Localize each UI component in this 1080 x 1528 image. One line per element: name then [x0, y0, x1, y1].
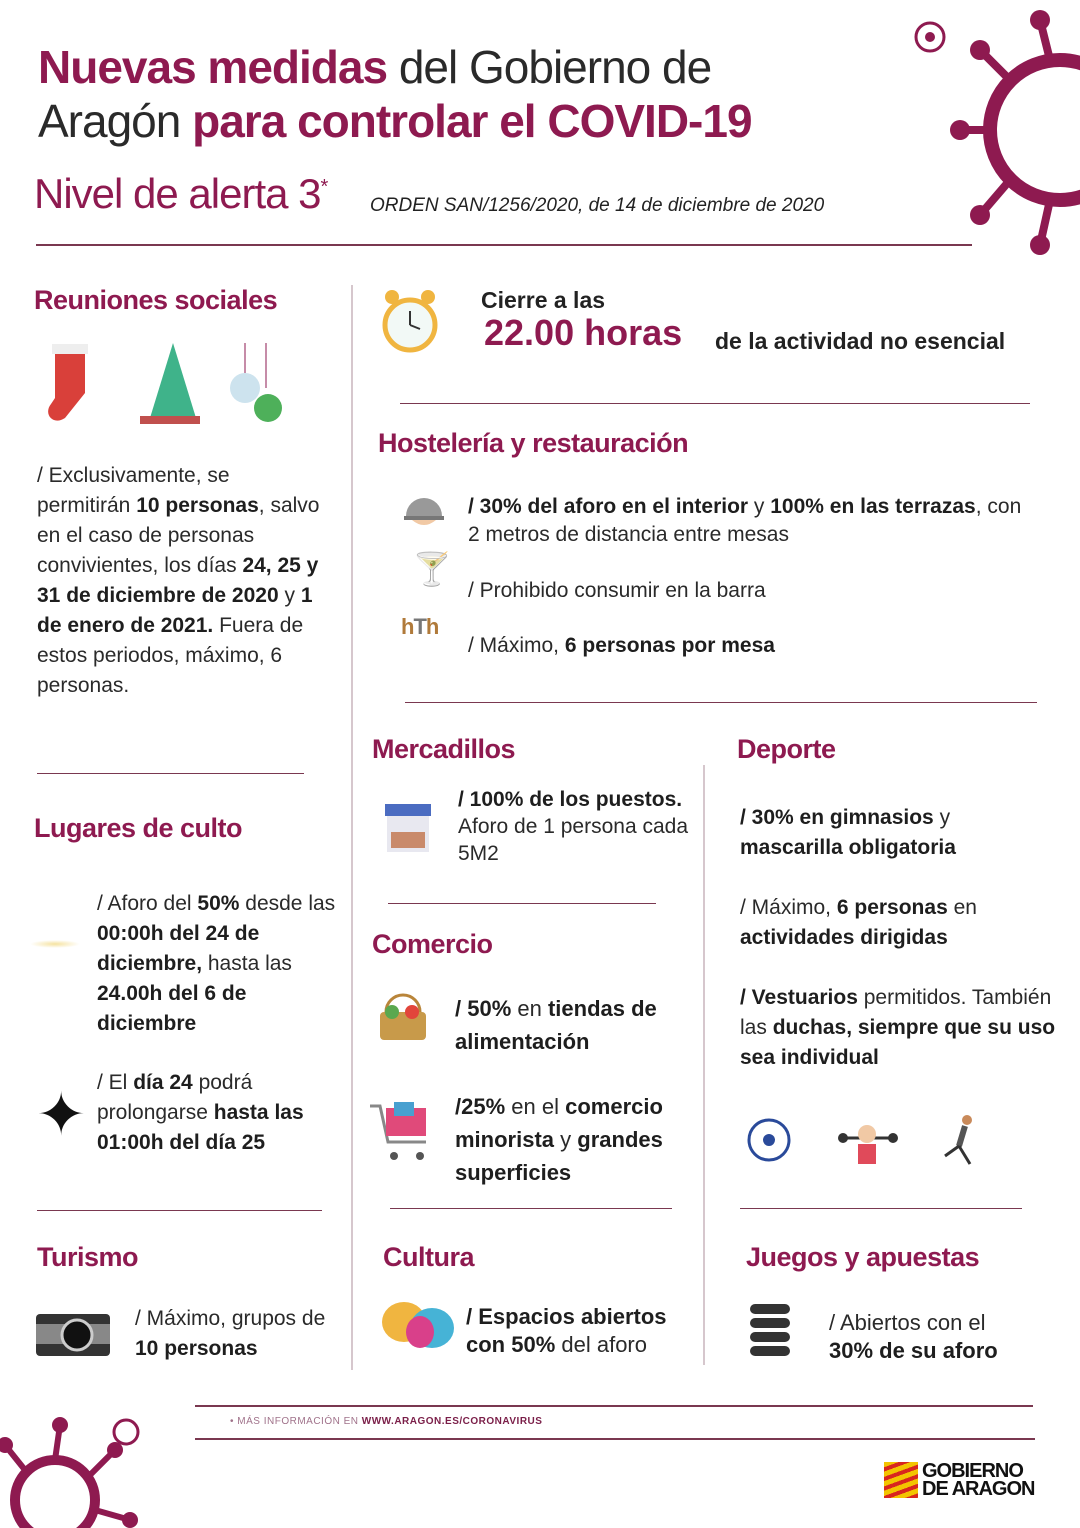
- text-segment: / Máximo,: [740, 896, 837, 919]
- divider: [195, 1438, 1035, 1440]
- logo-text: GOBIERNO: [922, 1460, 1023, 1482]
- title-text: del Gobierno de: [387, 41, 712, 93]
- bold-text: duchas, siempre que su uso sea individual: [740, 1016, 1056, 1069]
- bold-text: comercio minorista: [455, 1094, 663, 1152]
- text-segment: y: [933, 806, 951, 829]
- text-segment: , salvo en el caso de personas convivientes, los días: [37, 494, 320, 577]
- bold-text: 50%: [197, 892, 240, 915]
- juegos-text: [829, 1309, 1029, 1365]
- bold-text: 10 personas: [136, 494, 259, 517]
- more-info-link[interactable]: WWW.ARAGON.ES/CORONAVIRUS: [361, 1416, 543, 1427]
- sparkle-icon: [30, 940, 80, 948]
- section-title-mercadillos: Mercadillos: [372, 734, 516, 764]
- section-title-comercio: Comercio: [372, 929, 493, 959]
- section-title-juegos: Juegos y apuestas: [746, 1242, 980, 1272]
- divider: [195, 1405, 1033, 1407]
- text-segment: hasta las: [202, 952, 292, 975]
- virus-bottom-icon: [0, 1410, 160, 1528]
- theatre-masks-icon: [380, 1300, 458, 1352]
- text-segment: en: [947, 896, 977, 919]
- text-segment: , con 2 metros de distancia entre mesas: [468, 495, 1022, 546]
- divider: [388, 903, 656, 904]
- text-segment: y: [554, 1127, 578, 1152]
- divider: [740, 1208, 1022, 1209]
- mercadillos-text: [458, 786, 688, 867]
- section-title-deporte: Deporte: [737, 734, 836, 764]
- divider: [400, 403, 1030, 404]
- bold-text: tiendas de alimentación: [455, 996, 657, 1054]
- bold-text: 24, 25 y 31 de diciembre de 2020: [37, 554, 319, 607]
- section-title-hosteleria: Hostelería y restauración: [378, 428, 689, 458]
- bold-text: grandes superficies: [455, 1127, 663, 1185]
- weightlifter-icon: [838, 1125, 898, 1164]
- alarm-clock-icon: [380, 285, 440, 357]
- runner-icon: [945, 1115, 972, 1164]
- text-segment: / Máximo,: [468, 634, 565, 657]
- bold-text: 00:00h del 24 de diciembre,: [97, 922, 260, 975]
- cierre-description: de la actividad no esencial: [715, 328, 1006, 354]
- deporte-text-2: [740, 893, 1040, 953]
- bold-text: 1 de enero de 2021.: [37, 584, 313, 637]
- hosteleria-item-3: [468, 631, 775, 661]
- logo-text: DE ARAGON: [922, 1478, 1035, 1500]
- section-title-reuniones: Reuniones sociales: [34, 285, 278, 315]
- alert-level: [34, 170, 327, 218]
- cloche-icon: [402, 490, 446, 530]
- text-segment: podrá prolongarse: [97, 1071, 253, 1124]
- title-text: Aragón: [38, 95, 193, 147]
- text-segment: / Exclusivamente, se permitirán: [37, 464, 230, 517]
- christmas-icons: [40, 338, 290, 428]
- divider: [36, 244, 972, 246]
- bold-text: 10 personas: [135, 1337, 258, 1360]
- christmas-tree-icon: [140, 343, 200, 424]
- culto-text-1: [97, 889, 347, 1039]
- comercio-item-1: [455, 992, 695, 1058]
- camera-icon: [35, 1308, 111, 1358]
- cierre-hour: 22.00 horas: [484, 312, 683, 353]
- text-segment: en: [511, 996, 548, 1021]
- reuniones-text: [37, 461, 322, 701]
- culto-text-2: [97, 1068, 342, 1158]
- cierre-label: Cierre a las: [481, 287, 606, 313]
- text-segment: permitidos. También las: [740, 986, 1052, 1039]
- basket-icon: [376, 992, 430, 1044]
- star-icon: ✦: [36, 1081, 87, 1148]
- title-highlight: para controlar el COVID-19: [192, 95, 752, 147]
- text-segment: Fuera de estos periodos, máximo, 6 personas.: [37, 614, 304, 697]
- hosteleria-item-1: [468, 493, 1038, 549]
- text-segment: en el: [505, 1094, 566, 1119]
- market-stall-icon: [383, 802, 433, 854]
- title-highlight: Nuevas medidas: [38, 41, 388, 93]
- divider: [37, 773, 304, 774]
- text-segment: / Aforo del: [97, 892, 198, 915]
- cultura-text: [466, 1303, 696, 1359]
- bold-text: / Vestuarios: [740, 986, 858, 1009]
- text-segment: y: [278, 584, 301, 607]
- hosteleria-item-2: [468, 576, 766, 606]
- text-segment: / El: [97, 1071, 134, 1094]
- turismo-text: [135, 1304, 335, 1364]
- alert-level-text: Nivel de alerta 3: [34, 170, 321, 217]
- text-segment: / Máximo, grupos de: [135, 1307, 326, 1330]
- deporte-text-3: [740, 983, 1060, 1073]
- bold-text: 30% de su aforo: [829, 1338, 998, 1363]
- text-segment: / Prohibido consumir en la barra: [468, 579, 766, 602]
- shopping-cart-icon: [368, 1100, 432, 1166]
- divider: [390, 1208, 672, 1209]
- bold-text: 100% en las terrazas: [770, 495, 976, 518]
- bold-text: / Espacios abiertos con 50%: [466, 1304, 667, 1357]
- text-segment: del aforo: [555, 1332, 647, 1357]
- deporte-text-1: [740, 803, 1040, 863]
- bold-text: 24.00h del 6 de diciembre: [97, 982, 247, 1035]
- order-reference: ORDEN SAN/1256/2020, de 14 de diciembre de 2020: [370, 195, 825, 216]
- soccer-ball-icon: [749, 1120, 789, 1160]
- text-segment: Aforo de 1 persona cada 5M2: [458, 815, 688, 865]
- small-virus-icon: [905, 12, 955, 62]
- virus-icon: [940, 0, 1080, 260]
- cocktail-icon: 🍸: [412, 551, 452, 587]
- section-title-cultura: Cultura: [383, 1242, 474, 1272]
- bold-text: / 30% del aforo en el interior: [468, 495, 749, 518]
- aragon-flag-icon: [884, 1462, 918, 1498]
- more-info: • MÁS INFORMACIÓN EN WWW.ARAGON.ES/CORONAVIRUS: [230, 1416, 543, 1427]
- column-divider: [351, 285, 353, 1370]
- text-segment: / Abiertos con el: [829, 1310, 986, 1335]
- section-title-culto: Lugares de culto: [34, 813, 243, 843]
- bold-text: hasta las 01:00h del día 25: [97, 1101, 304, 1154]
- bold-text: 6 personas por mesa: [564, 634, 775, 657]
- bold-text: / 100% de los puestos.: [458, 788, 683, 811]
- bold-text: / 30% en gimnasios: [740, 806, 934, 829]
- comercio-item-2: [455, 1090, 700, 1189]
- bold-text: /25%: [455, 1094, 506, 1119]
- bold-text: 6 personas: [836, 896, 948, 919]
- asterisk: *: [320, 176, 328, 198]
- bold-text: mascarilla obligatoria: [740, 836, 956, 859]
- page-title: [38, 40, 752, 148]
- bold-text: día 24: [133, 1071, 193, 1094]
- bold-text: actividades dirigidas: [740, 926, 948, 949]
- text-segment: y: [748, 495, 771, 518]
- table-chairs-icon: hTh: [401, 614, 439, 639]
- divider: [37, 1210, 322, 1211]
- stocking-icon: [48, 344, 88, 421]
- gobierno-aragon-logo: [884, 1462, 1034, 1498]
- section-title-turismo: Turismo: [37, 1242, 139, 1272]
- ornaments-icon: [230, 343, 282, 422]
- divider: [405, 702, 1037, 703]
- casino-chips-icon: [748, 1302, 792, 1358]
- column-divider: [703, 765, 705, 1365]
- sport-icons: [745, 1112, 990, 1170]
- text-segment: desde las: [239, 892, 336, 915]
- bold-text: / 50%: [455, 996, 512, 1021]
- more-info-label: MÁS INFORMACIÓN EN: [237, 1416, 362, 1427]
